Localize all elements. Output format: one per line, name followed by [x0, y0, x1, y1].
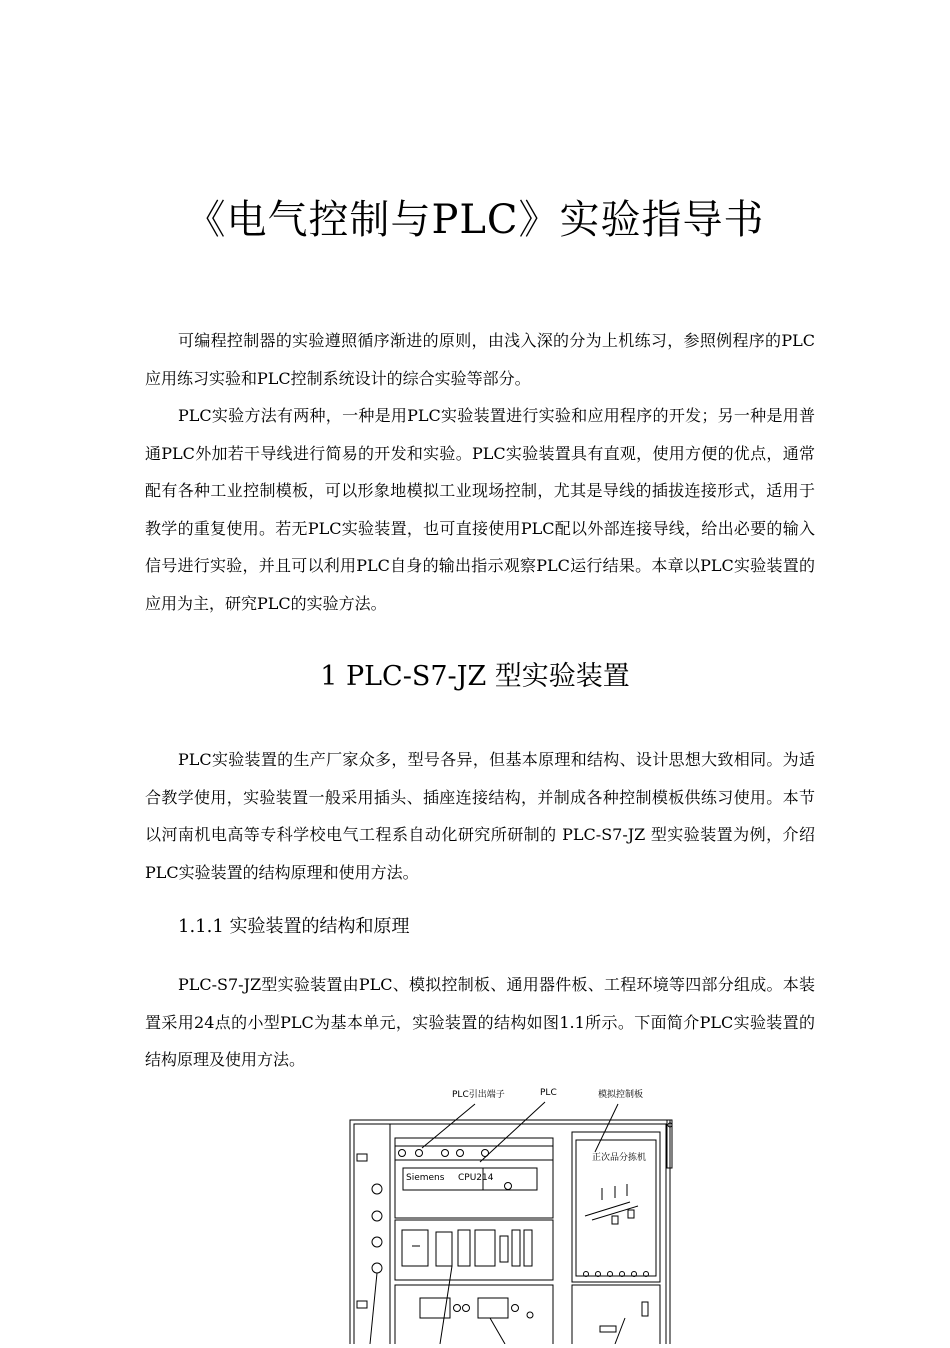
device-structure-figure: [340, 1080, 685, 1344]
leader-line: [480, 1102, 545, 1162]
conveyor-line: [585, 1202, 630, 1216]
terminal-screw: [482, 1150, 489, 1157]
leader-line: [422, 1104, 475, 1148]
terminal-screw: [527, 1312, 533, 1318]
device-diagram: [340, 1080, 685, 1344]
terminal-screw: [442, 1150, 449, 1157]
paragraph-device-overview: [145, 741, 815, 891]
leader-line: [370, 1273, 377, 1344]
component-box: [458, 1230, 470, 1266]
component-box: [436, 1232, 452, 1266]
leader-line: [490, 1318, 505, 1344]
terminal-screw: [399, 1150, 406, 1157]
paragraph-structure: [145, 966, 815, 1079]
subsection-heading: 1.1.1 实验装置的结构和原理: [178, 916, 410, 937]
component-box: [524, 1230, 532, 1266]
paragraph-text: 可编程控制器的实验遵照循序渐进的原则，由浅入深的分为上机练习，参照例程序的PLC应用练习实验和PLC控制系统设计的综合实验等部分。: [145, 331, 815, 388]
left-terminal: [357, 1301, 367, 1308]
paragraph-text: PLC实验方法有两种，一种是用PLC实验装置进行实验和应用程序的开发；另一种是用普通PLC外加若干导线进行简易的开发和实验。PLC实验装置具有直观，使用方便的优点，通常配有各种工业控制模板，可以形象地模拟工业现场控制，尤其是导线的插拔连接形式，适用于教学的重复使用。若无PLC实验装置，也可直接使用PLC配以外部连接导线，给出必要的输入信号进行实验，并且可以利用PLC自身的输出指示观察PLC运行结果。本章以PLC实验装置的应用为主，研究PLC的实验方法。: [145, 406, 815, 613]
left-terminal: [357, 1154, 367, 1161]
terminal-screw: [512, 1305, 519, 1312]
terminal-screw: [416, 1150, 423, 1157]
jack-socket: [372, 1237, 382, 1247]
lower-panel: [572, 1285, 660, 1344]
terminal-screw: [505, 1183, 512, 1190]
document-title: 《电气控制与PLC》实验指导书: [185, 197, 765, 243]
siemens-label: Siemens: [406, 1173, 445, 1183]
jack-socket: [372, 1184, 382, 1194]
label-sorter: 正次品分拣机: [592, 1153, 647, 1163]
label-plc-terminals: PLC引出端子: [452, 1090, 505, 1100]
switch-toggle: [642, 1302, 648, 1316]
section-heading: 1 PLC-S7-JZ 型实验装置: [320, 661, 630, 692]
indicator: [628, 1210, 634, 1218]
switch-block: [600, 1326, 616, 1332]
jack-socket: [372, 1211, 382, 1221]
paragraph-text: PLC-S7-JZ型实验装置由PLC、模拟控制板、通用器件板、工程环境等四部分组成。本装置采用24点的小型PLC为基本单元，实验装置的结构如图1.1所示。下面简介PLC实验装置的结构原理及使用方法。: [145, 975, 815, 1069]
component-box: [500, 1236, 508, 1262]
terminal-screw: [454, 1305, 461, 1312]
paragraph-text: PLC实验装置的生产厂家众多，型号各异，但基本原理和结构、设计思想大致相同。为适合教学使用，实验装置一般采用插头、插座连接结构，并制成各种控制模板供练习使用。本节以河南机电高等专科学校电气工程系自动化研究所研制的 PLC-S7-JZ 型实验装置为例，介绍PLC实验装置的结构原理和使用方法。: [145, 750, 815, 882]
device-board: [395, 1285, 553, 1344]
paragraph-intro: [145, 322, 815, 397]
label-sim-board: 模拟控制板: [598, 1090, 644, 1100]
component-box: [478, 1298, 508, 1318]
cpu-label: CPU214: [458, 1173, 494, 1183]
terminal-screw: [463, 1305, 470, 1312]
component-box: [402, 1230, 428, 1266]
jack-socket: [372, 1263, 382, 1273]
paragraph-methods: [145, 397, 815, 622]
indicator: [612, 1216, 618, 1224]
component-box: [512, 1230, 520, 1266]
device-board: [395, 1220, 553, 1280]
terminal-screw: [457, 1150, 464, 1157]
label-plc: PLC: [540, 1088, 557, 1098]
component-box: [475, 1230, 495, 1266]
leader-line: [595, 1104, 618, 1152]
